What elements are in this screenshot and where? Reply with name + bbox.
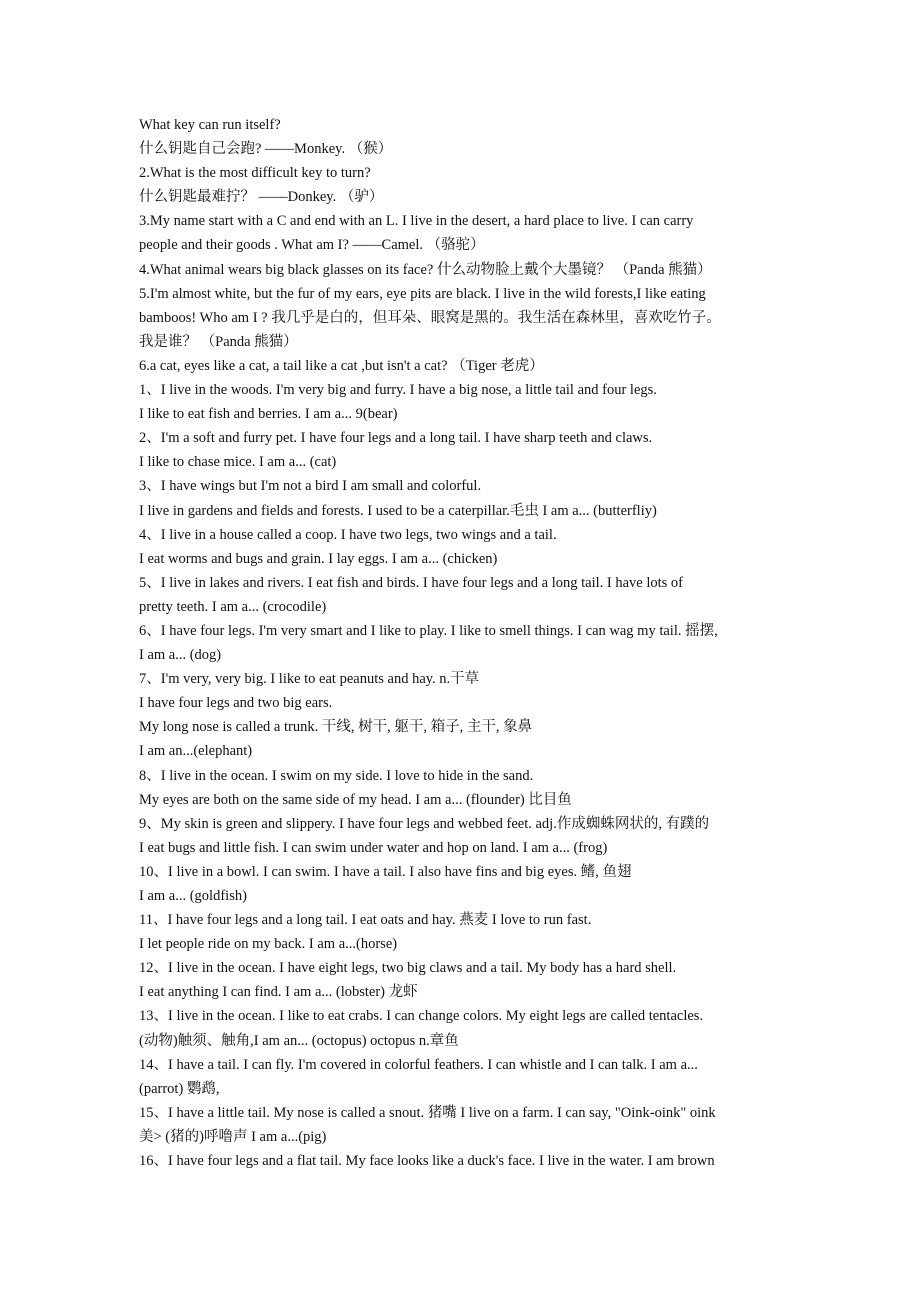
text-line: people and their goods . What am I? ——Camel. （骆驼） bbox=[139, 237, 485, 254]
text-line: I eat bugs and little fish. I can swim under water and hop on land. I am a... (frog) bbox=[139, 839, 608, 856]
text-line: I live in gardens and fields and forests. I used to be a caterpillar.毛虫 I am a... (butterfliy) bbox=[139, 502, 657, 519]
text-line: 5、I live in lakes and rivers. I eat fish and birds. I have four legs and a long tail. I have lots of bbox=[139, 574, 683, 591]
text-line: 16、I have four legs and a flat tail. My face looks like a duck's face. I live in the water. I am brown bbox=[139, 1153, 715, 1170]
text-line: 13、I live in the ocean. I like to eat crabs. I can change colors. My eight legs are called tentacles. bbox=[139, 1008, 704, 1025]
text-line: I eat worms and bugs and grain. I lay eggs. I am a... (chicken) bbox=[139, 550, 498, 567]
document-body bbox=[139, 113, 785, 1173]
text-line: I like to chase mice. I am a... (cat) bbox=[139, 454, 337, 471]
text-line: I am a... (dog) bbox=[139, 647, 222, 664]
text-line: (动物)触须、触角,I am an... (octopus) octopus n.章鱼 bbox=[139, 1032, 459, 1049]
text-line: 3、I have wings but I'm not a bird I am small and colorful. bbox=[139, 478, 482, 495]
text-line: 14、I have a tail. I can fly. I'm covered in colorful feathers. I can whistle and I can talk. I am a... bbox=[139, 1056, 698, 1073]
text-line: 11、I have four legs and a long tail. I eat oats and hay. 燕麦 I love to run fast. bbox=[139, 912, 592, 929]
text-line: 10、I live in a bowl. I can swim. I have a tail. I also have fins and big eyes. 鳍, 鱼翅 bbox=[139, 863, 632, 880]
text-line: 4、I live in a house called a coop. I have two legs, two wings and a tail. bbox=[139, 526, 557, 543]
text-line: 12、I live in the ocean. I have eight legs, two big claws and a tail. My body has a hard shell. bbox=[139, 960, 677, 977]
text-line: 什么钥匙最难拧？ ——Donkey. （驴） bbox=[139, 189, 384, 206]
text-line: 6.a cat, eyes like a cat, a tail like a cat ,but isn't a cat? （Tiger 老虎） bbox=[139, 357, 544, 374]
text-line: 2、I'm a soft and furry pet. I have four legs and a long tail. I have sharp teeth and claws. bbox=[139, 430, 653, 447]
text-line: 8、I live in the ocean. I swim on my side. I love to hide in the sand. bbox=[139, 767, 534, 784]
text-line: 2.What is the most difficult key to turn? bbox=[139, 165, 371, 182]
text-line: I let people ride on my back. I am a...(horse) bbox=[139, 936, 398, 953]
text-line: I eat anything I can find. I am a... (lobster) 龙虾 bbox=[139, 984, 418, 1001]
text-line: 美> (猪的)呼噜声 I am a...(pig) bbox=[139, 1128, 327, 1145]
text-line: 7、I'm very, very big. I like to eat peanuts and hay. n.干草 bbox=[139, 671, 480, 688]
text-line: 1、I live in the woods. I'm very big and furry. I have a big nose, a little tail and four legs. bbox=[139, 382, 657, 399]
text-line: bamboos! Who am I ? 我几乎是白的，但耳朵、眼窝是黑的。我生活在森林里，喜欢吃竹子。 bbox=[139, 309, 721, 326]
text-line: 什么钥匙自己会跑? ——Monkey. （猴） bbox=[139, 141, 393, 158]
text-line: 5.I'm almost white, but the fur of my ears, eye pits are black. I live in the wild forests,I like eating bbox=[139, 285, 706, 302]
text-line: 6、I have four legs. I'm very smart and I like to play. I like to smell things. I can wag my tail. 摇摆, bbox=[139, 622, 718, 639]
text-line: pretty teeth. I am a... (crocodile) bbox=[139, 598, 327, 615]
text-line: (parrot) 鹦鹉, bbox=[139, 1080, 220, 1097]
text-line: I am an...(elephant) bbox=[139, 743, 253, 760]
text-line: 4.What animal wears big black glasses on its face? 什么动物脸上戴个大墨镜？ （Panda 熊猫） bbox=[139, 261, 712, 278]
text-line: 我是谁？ （Panda 熊猫） bbox=[139, 333, 298, 350]
text-line: My eyes are both on the same side of my head. I am a... (flounder) 比目鱼 bbox=[139, 791, 572, 808]
text-line: 3.My name start with a C and end with an L. I live in the desert, a hard place to live. I can carry bbox=[139, 213, 694, 230]
text-line: My long nose is called a trunk. 干线, 树干, 躯干, 箱子, 主干, 象鼻 bbox=[139, 719, 533, 736]
text-line: 9、My skin is green and slippery. I have four legs and webbed feet. adj.作成蜘蛛网状的, 有蹼的 bbox=[139, 815, 710, 832]
text-line: What key can run itself? bbox=[139, 117, 281, 133]
text-line: I have four legs and two big ears. bbox=[139, 695, 333, 712]
text-line: I like to eat fish and berries. I am a... 9(bear) bbox=[139, 406, 398, 423]
text-line: 15、I have a little tail. My nose is called a snout. 猪嘴 I live on a farm. I can say, "Oink-oink" oink bbox=[139, 1104, 716, 1121]
text-line: I am a... (goldfish) bbox=[139, 888, 247, 904]
